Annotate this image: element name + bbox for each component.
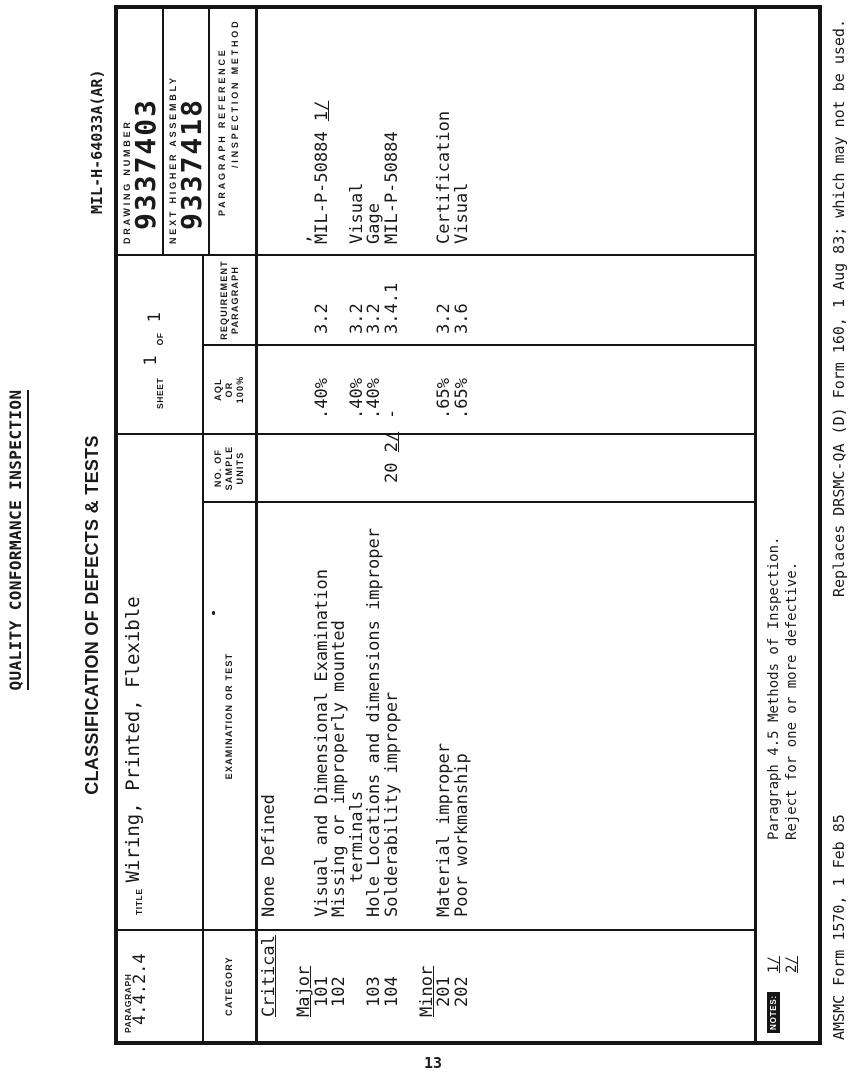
- examination-label: EXAMINATION OR TEST: [224, 652, 234, 780]
- aql-103: .40%: [364, 378, 384, 419]
- next-higher-assembly-value: 9337418: [175, 97, 208, 230]
- exam-102: Missing or improperly mounted: [329, 620, 349, 917]
- note-1-marker: 1/: [766, 956, 782, 973]
- sample-104-value: 20: [381, 452, 402, 483]
- category-column-header: [204, 929, 258, 1041]
- replaces-footer: Replaces DRSMC-QA (D) Form 160, 1 Aug 83; which may not be used.: [830, 19, 848, 597]
- category-104: 104: [381, 976, 402, 1007]
- examination-column: [258, 501, 754, 929]
- sample-label-line2: SAMPLE: [224, 445, 234, 491]
- sheet-value: 1: [141, 355, 161, 366]
- sample-104-note: 2/: [381, 431, 402, 453]
- scan-dot-artifact: [212, 611, 215, 615]
- sheet-cell: [118, 254, 204, 433]
- aql-label-line1: AQL: [213, 378, 223, 401]
- paragraph-reference-label-line1: PARAGRAPH REFERENCE: [217, 47, 227, 216]
- req-101: 3.2: [311, 303, 332, 334]
- aql-102: .40%: [346, 378, 367, 419]
- title-value: Wiring, Printed, Flexible: [122, 596, 144, 883]
- notes-row: [754, 9, 818, 1041]
- ref-101: MIL-P-50884: [311, 121, 332, 244]
- drawing-number-value: 9337403: [129, 97, 162, 230]
- category-critical: Critical: [259, 935, 279, 1017]
- ref-102: Visual: [346, 182, 367, 244]
- paragraph-cell: [118, 929, 204, 1041]
- note-1-text: Paragraph 4.5 Methods of Inspection.: [766, 536, 782, 840]
- aql-201: .65%: [434, 378, 454, 419]
- note-2-text: Reject for one or more defective.: [784, 561, 800, 840]
- requirement-column-header: [204, 254, 258, 344]
- ref-comma-artifact: ,: [294, 233, 314, 244]
- note-2: [783, 537, 801, 973]
- exam-202: Poor workmanship: [451, 753, 472, 917]
- ref-101-note: 1/: [311, 100, 332, 122]
- paragraph-reference-header: [210, 9, 255, 254]
- spec-number: MIL-H-64033A(AR): [88, 69, 106, 214]
- ref-103: Gage: [364, 203, 384, 244]
- sheet-of-label: OF: [155, 332, 165, 346]
- aql-label-line3: 100%: [235, 375, 245, 404]
- exam-201: Material improper: [434, 743, 454, 917]
- drawing-number-cell: [118, 9, 164, 254]
- requirement-label-line2: PARAGRAPH: [229, 265, 240, 335]
- exam-102-continued: terminals: [346, 790, 367, 883]
- aql-104: -: [381, 408, 402, 419]
- sample-units-column: [258, 433, 754, 501]
- drawing-reference-block: [118, 9, 258, 254]
- req-202: 3.6: [451, 303, 472, 334]
- document-heading: [6, 0, 29, 1080]
- exam-103: Hole Locations and dimensions improper: [364, 528, 384, 917]
- ref-104: MIL-P-50884: [381, 131, 402, 244]
- paragraph-value: 4.4.2.4: [130, 953, 150, 1025]
- drawing-number-label: DRAWING NUMBER: [122, 119, 132, 244]
- paragraph-reference-column: [258, 9, 754, 254]
- req-201: 3.2: [434, 303, 454, 334]
- page-number: 13: [424, 1054, 443, 1072]
- category-202: 202: [451, 976, 472, 1007]
- next-higher-assembly-cell: [164, 9, 210, 254]
- sheet-total: 1: [145, 312, 165, 323]
- paragraph-label: PARAGRAPH: [123, 973, 133, 1033]
- req-102: 3.2: [346, 303, 367, 334]
- title-cell: [118, 433, 204, 929]
- ref-202: Visual: [451, 182, 472, 244]
- note-1: [765, 537, 783, 973]
- form-number-footer: AMSMC Form 1570, 1 Feb 85: [830, 814, 848, 1040]
- category-minor: Minor: [416, 965, 437, 1017]
- exam-101: Visual and Dimensional Examination: [311, 569, 332, 917]
- note-2-marker: 2/: [784, 956, 800, 973]
- category-column: [258, 929, 754, 1041]
- exam-104: Solderability improper: [381, 691, 402, 917]
- classification-table: [114, 5, 822, 1045]
- sample-label-line3: UNITS: [235, 451, 245, 485]
- req-104: 3.4.1: [381, 282, 402, 334]
- title-label: TITLE: [134, 888, 144, 915]
- aql-column: [258, 344, 754, 433]
- aql-202: .65%: [451, 378, 472, 419]
- examination-column-header: [204, 501, 258, 929]
- sample-label-line1: NO. OF: [213, 448, 223, 488]
- category-103: 103: [364, 976, 384, 1007]
- req-103: 3.2: [364, 303, 384, 334]
- aql-column-header: [204, 344, 258, 433]
- aql-label-line2: OR: [224, 381, 234, 398]
- sample-units-column-header: [204, 433, 258, 501]
- notes-label: NOTES:: [767, 992, 780, 1033]
- paragraph-reference-label-line2: /INSPECTION METHOD: [230, 18, 240, 168]
- requirement-label-line1: REQUIREMENT: [218, 260, 229, 340]
- requirement-column: [258, 254, 754, 344]
- category-102: 102: [329, 976, 349, 1007]
- next-higher-assembly-label: NEXT HIGHER ASSEMBLY: [168, 75, 178, 244]
- exam-none-defined: None Defined: [259, 794, 279, 917]
- quality-conformance-heading: QUALITY CONFORMANCE INSPECTION: [6, 390, 29, 691]
- category-label: CATEGORY: [224, 956, 234, 1016]
- category-101: 101: [311, 976, 332, 1007]
- ref-201: Certification: [434, 110, 454, 244]
- category-major: Major: [294, 965, 314, 1017]
- sheet-label: SHEET: [155, 377, 165, 409]
- classification-title: CLASSIFICATION OF DEFECTS & TESTS: [82, 435, 102, 795]
- aql-101: .40%: [311, 378, 332, 419]
- notes-lines: [765, 537, 801, 973]
- category-201: 201: [434, 976, 454, 1007]
